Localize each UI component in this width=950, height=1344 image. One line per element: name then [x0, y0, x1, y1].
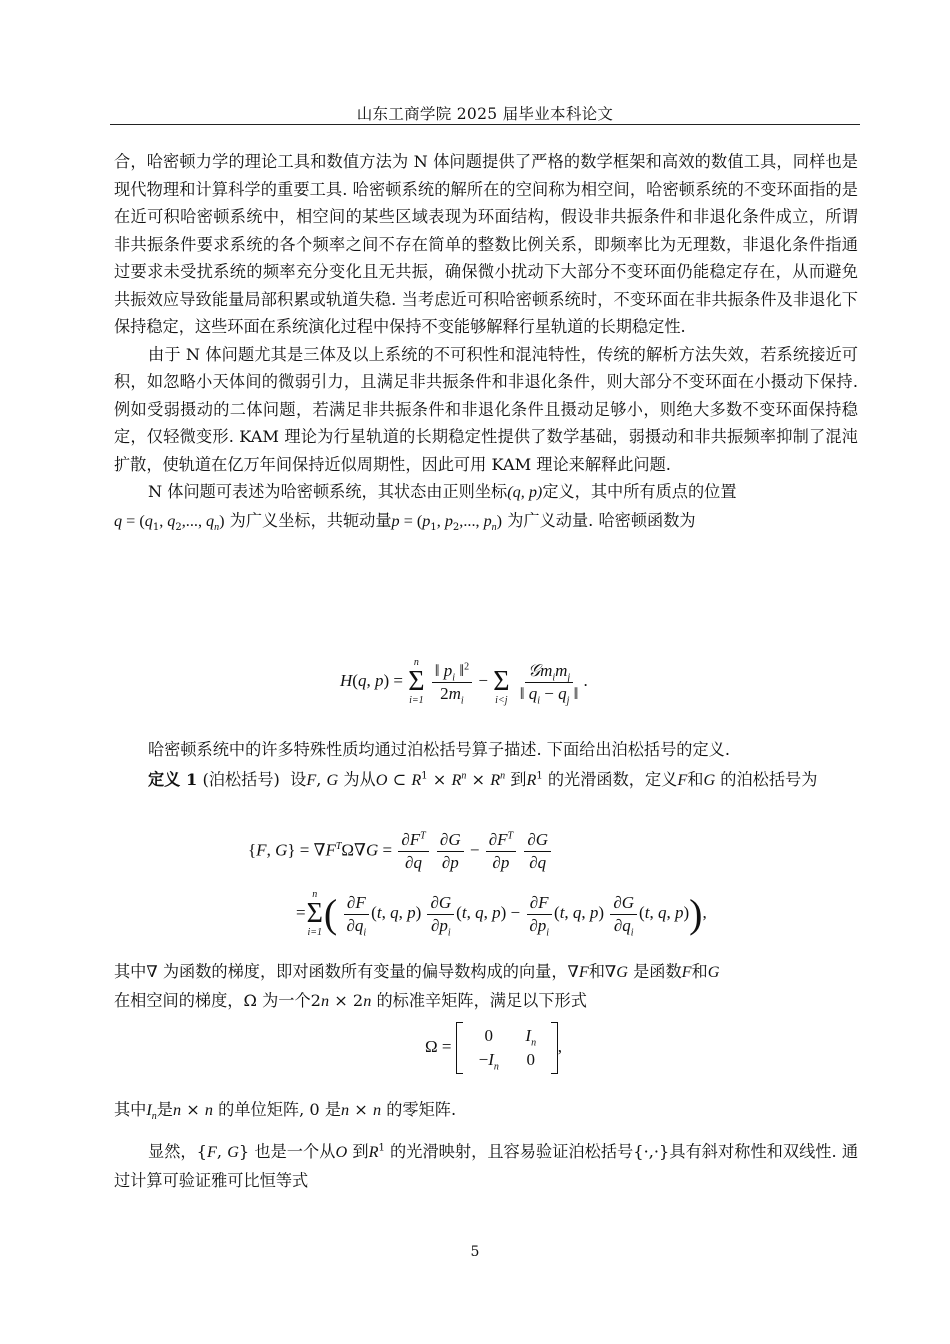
- page-number: 5: [470, 1244, 480, 1260]
- paragraph-3: N 体问题可表述为哈密顿系统，其状态由正则坐标(q, p)定义，其中所有质点的位置 $q = (q_1$, $q_2$,..., $q_n$) 为广义坐标，共轭动量$p = (p_1$, $p_2$,..., $p_n$) 为广义动量. 哈密顿函数为: [114, 482, 737, 533]
- page-header: 山东工商学院 2025 届毕业本科论文: [356, 105, 614, 123]
- poisson-bracket-equation-2: = n Σ i=1 ( $\frac{\partial F}{\partial q_i}$ (t, q, p) $\frac{\partial G}{\partial p_i}$ (t, q, p) − $\frac{\partial F}{\partial p_i}$ (t, q, p) $\frac{\partial G}{\partial q_i}$ (t, q, p)),: [296, 889, 707, 938]
- paragraph-identity: 其中$I_n$是n × n 的单位矩阵, 0 是n × n 的零矩阵.: [114, 1100, 457, 1123]
- symplectic-matrix-equation: Ω = 0 $I_n$ $-I_n$ 0 ,: [425, 1022, 562, 1074]
- paragraph-4: 哈密顿系统中的许多特殊性质均通过泊松括号算子描述. 下面给出泊松括号的定义.: [148, 740, 730, 759]
- definition-1: 定义 1 (泊松括号) 设F, G 为从O ⊂ $R^1 \times R^n \times R^n$ 到$R^1$ 的光滑函数，定义F和G 的泊松括号为: [148, 770, 818, 789]
- main-text: [114, 148, 858, 535]
- header-rule: [110, 124, 860, 125]
- poisson-bracket-equation-1: {F, $G\} = \nabla F^T\Omega\nabla G$ = $\frac{\partial F^T}{\partial q}$ $\frac{\partial G}{\partial p}$ − $\frac{\partial F^T}{\partial p}$ $\frac{\partial G}{\partial q}$: [248, 830, 553, 873]
- symplectic-matrix: 0 $I_n$ $-I_n$ 0: [456, 1022, 558, 1074]
- paragraph-2: 由于 N 体问题尤其是三体及以上系统的不可积性和混沌特性，传统的解析方法失效，若系统接近可积，如忽略小天体间的微弱引力，且满足非共振条件和非退化条件，则大部分不变环面在小摄动下保持. 例如受弱摄动的二体问题，若满足非共振条件和非退化条件且摄动足够小，则绝大多数不变环面保持稳定，仅轻微变形. KAM 理论为行星轨道的长期稳定性提供了数学基础，弱摄动和非共振频率抑制了混沌扩散，使轨道在亿万年间保持近似周期性，因此可用 KAM 理论来解释此问题.: [114, 344, 858, 474]
- paragraph-1: 合，哈密顿力学的理论工具和数值方法为 N 体问题提供了严格的数学框架和高效的数值工具，同样也是现代物理和计算科学的重要工具. 哈密顿系统的解所在的空间称为相空间，哈密顿系统的不变环面指的是在近可积哈密顿系统中，相空间的某些区域表现为环面结构，假设非共振条件和非退化条件成立，所谓非共振条件要求系统的各个频率之间不存在简单的整数比例关系，即频率比为无理数，非退化条件指通过要求未受扰系统的频率充分变化且无共振，确保微小扰动下大部分不变环面仍能稳定存在，从而避免共振效应导致能量局部积累或轨道失稳. 当考虑近可积哈密顿系统时，不变环面在非共振条件及非退化下保持稳定，这些环面在系统演化过程中保持不变能够解释行星轨道的长期稳定性.: [114, 152, 858, 336]
- hamiltonian-equation: H(q, p) = n Σ i=1 $\frac{‖ p_i ‖^2}{2m_i}$ − Σ i<j $\frac{𝒢m_im_j}{‖ q_i - q_j ‖}$ .: [340, 657, 588, 706]
- paragraph-properties: 显然，{F, G} 也是一个从O 到$R^1$ 的光滑映射，且容易验证泊松括号{·,·}具有斜对称性和双线性. 通过计算可验证雅可比恒等式: [114, 1142, 859, 1190]
- paragraph-gradient: 其中∇ 为函数的梯度，即对函数所有变量的偏导数构成的向量，∇F和∇G 是函数F和G 在相空间的梯度，Ω 为一个2n × 2n 的标准辛矩阵，满足以下形式: [114, 962, 720, 1010]
